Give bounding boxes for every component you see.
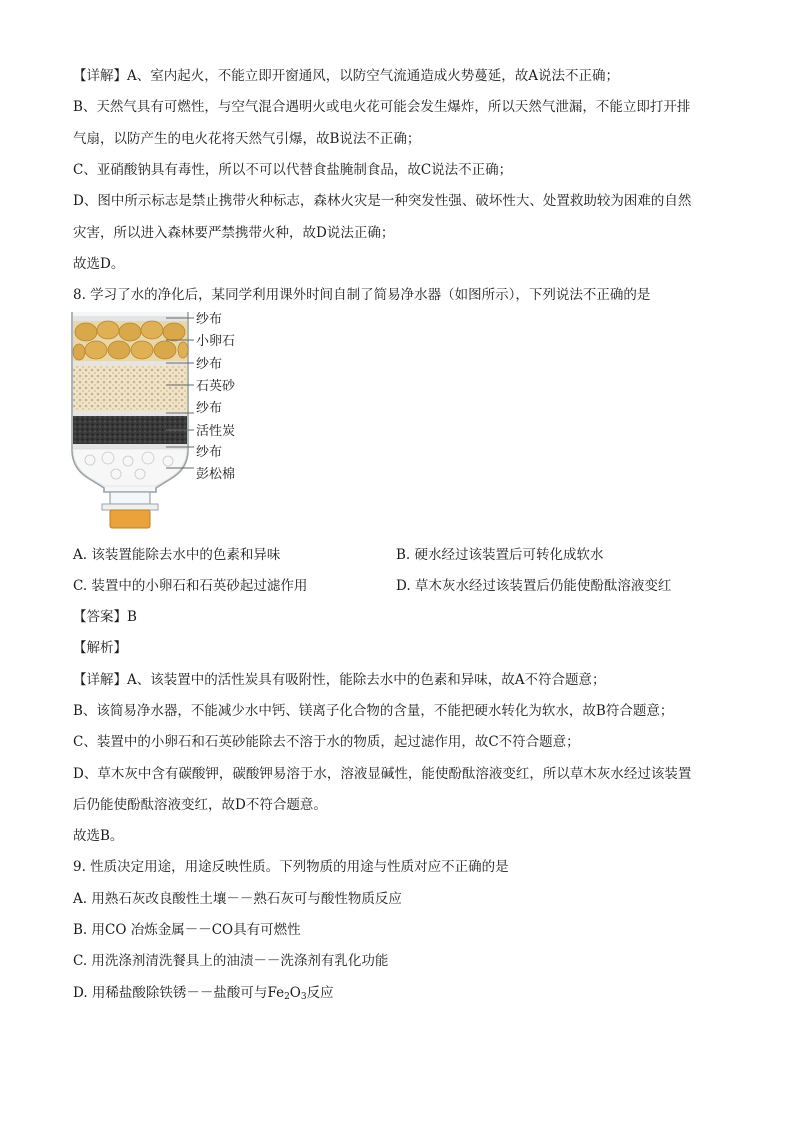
gauze-layer-2 bbox=[73, 361, 187, 366]
q8-detail-line-5: 后仍能使酚酞溶液变红，故D不符合题意。 bbox=[73, 797, 327, 813]
pebble-layer bbox=[73, 321, 188, 361]
prev-detail-text-1: A、室内起火，不能立即开窗通风，以防空气流通造成火势蔓延，故A说法不正确； bbox=[127, 68, 619, 84]
q9-option-c[interactable]: C. 用洗涤剂清洗餐具上的油渍－－洗涤剂有乳化功能 bbox=[73, 953, 389, 969]
q9-stem: 9. 性质决定用途，用途反映性质。下列物质的用途与性质对应不正确的是 bbox=[73, 859, 509, 875]
formula-sub-3: 3 bbox=[300, 992, 307, 1002]
prev-detail-line-3: 气扇，以防产生的电火花将天然气引爆，故B说法不正确； bbox=[73, 131, 421, 147]
gauze-layer-1 bbox=[73, 316, 187, 321]
formula-sub-2: 2 bbox=[284, 992, 290, 1002]
label-pebbles: 小卵石 bbox=[196, 334, 236, 349]
detail-label: 【详解】 bbox=[73, 68, 127, 84]
label-gauze-1: 纱布 bbox=[196, 312, 223, 327]
q8-stem: 8. 学习了水的净化后，某同学利用课外时间自制了简易净水器（如图所示），下列说法不正确的是 bbox=[73, 287, 651, 303]
detail-label: 【详解】 bbox=[73, 672, 127, 688]
bottle-rim bbox=[102, 504, 158, 510]
q8-option-d[interactable]: D. 草木灰水经过该装置后仍能使酚酞溶液变红 bbox=[396, 578, 672, 594]
label-gauze-3: 纱布 bbox=[196, 401, 223, 416]
q8-option-b[interactable]: B. 硬水经过该装置后可转化成软水 bbox=[396, 547, 604, 563]
q8-detail-line-2: B、该简易净水器，不能减少水中钙、镁离子化合物的含量，不能把硬水转化为软水，故B符合题意； bbox=[73, 703, 674, 719]
q8-detail-line-1 bbox=[73, 670, 606, 690]
q9-option-a[interactable]: A. 用熟石灰改良酸性土壤－－熟石灰可与酸性物质反应 bbox=[73, 891, 402, 907]
prev-conclusion: 故选D。 bbox=[73, 256, 125, 272]
gauze-layer-3 bbox=[73, 411, 187, 416]
prev-detail-line-6: 灾害，所以进入森林要严禁携带火种，故D说法正确； bbox=[73, 225, 395, 241]
prev-detail-line-1 bbox=[73, 66, 619, 86]
q9-option-b[interactable]: B. 用CO 冶炼金属－－CO具有可燃性 bbox=[73, 922, 301, 938]
q8-conclusion: 故选B。 bbox=[73, 828, 124, 844]
q8-detail-line-4: D、草木灰中含有碳酸钾，碳酸钾易溶于水，溶液显碱性，能使酚酞溶液变红，所以草木灰水经过该装置 bbox=[73, 766, 692, 782]
formula-fe: Fe bbox=[267, 985, 285, 1001]
gauze-layer-4 bbox=[73, 444, 187, 449]
bottle-neck bbox=[110, 492, 150, 504]
q8-answer: 【答案】B bbox=[73, 609, 137, 625]
label-gauze-2: 纱布 bbox=[196, 357, 223, 372]
q8-detail-line-3: C、装置中的小卵石和石英砂能除去不溶于水的物质，起过滤作用，故C不符合题意； bbox=[73, 734, 580, 750]
quartz-sand-layer bbox=[73, 366, 187, 411]
prev-detail-line-2: B、天然气具有可燃性，与空气混合遇明火或电火花可能会发生爆炸，所以天然气泄漏，不能立即打开排 bbox=[73, 99, 691, 115]
prev-detail-line-5: D、图中所示标志是禁止携带火种标志，森林火灾是一种突发性强、破坏性大、处置救助较为困难的自然 bbox=[73, 193, 692, 209]
q8-detail-text-1: A、该装置中的活性炭具有吸附性，能除去水中的色素和异味，故A不符合题意； bbox=[127, 672, 606, 688]
label-gauze-4: 纱布 bbox=[196, 445, 223, 460]
q8-analysis-label: 【解析】 bbox=[73, 640, 127, 656]
q9-option-d-tail: 反应 bbox=[306, 985, 334, 1001]
label-cotton: 彭松棉 bbox=[196, 467, 236, 482]
cotton-layer bbox=[73, 449, 187, 486]
q9-option-d[interactable] bbox=[73, 983, 334, 1007]
q8-option-a[interactable]: A. 该装置能除去水中的色素和异味 bbox=[73, 547, 281, 563]
water-purifier-figure bbox=[66, 308, 256, 540]
label-activated-carbon: 活性炭 bbox=[196, 424, 236, 439]
formula-o: O bbox=[289, 985, 301, 1001]
q9-option-d-text: D. 用稀盐酸除铁锈－－盐酸可与 bbox=[73, 985, 268, 1001]
prev-detail-line-4: C、亚硝酸钠具有毒性，所以不可以代替食盐腌制食品，故C说法不正确； bbox=[73, 162, 513, 178]
label-quartz-sand: 石英砂 bbox=[196, 379, 236, 394]
bottle-cap bbox=[110, 510, 150, 528]
q8-option-c[interactable]: C. 装置中的小卵石和石英砂起过滤作用 bbox=[73, 578, 308, 594]
